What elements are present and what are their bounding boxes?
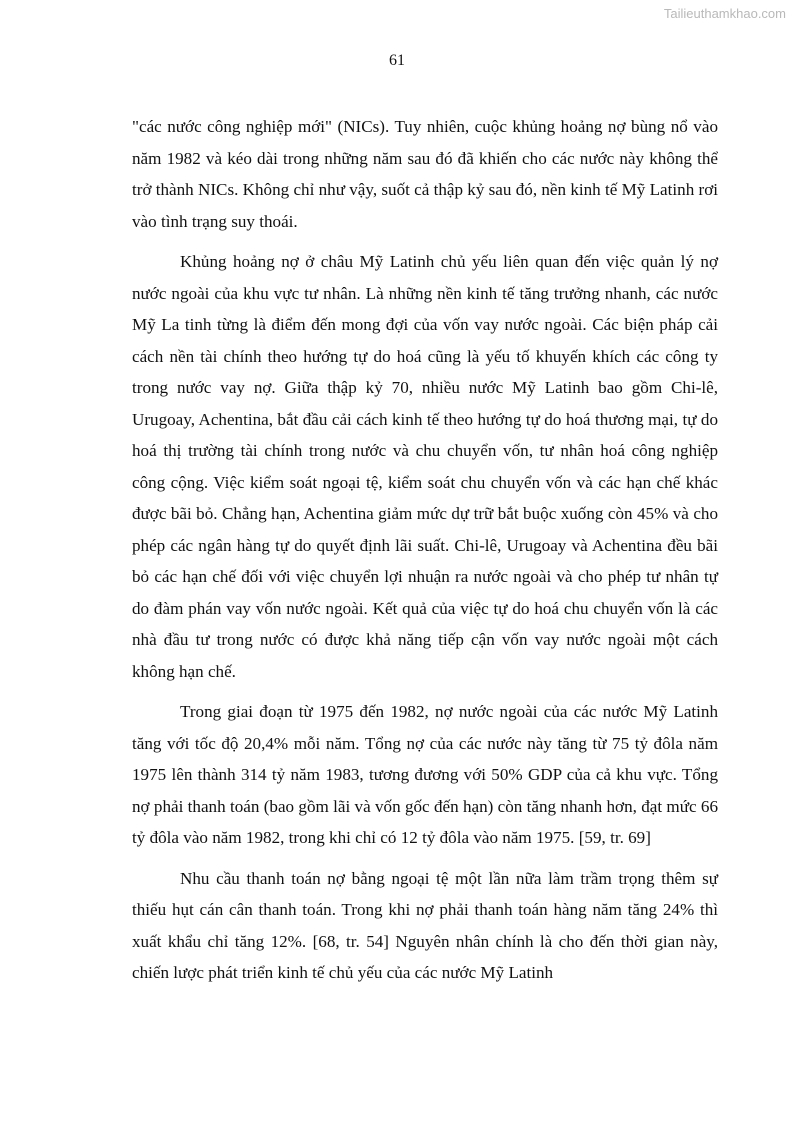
paragraph-debt-crisis: Khủng hoảng nợ ở châu Mỹ Latinh chủ yếu liên quan đến việc quản lý nợ nước ngoài của khu vực tư nhân. Là những nền kinh tế tăng trưởng nhanh, các nước Mỹ La tinh từng là điểm đến mong đợi của vốn vay nước ngoài. Các biện pháp cải cách nền tài chính theo hướng tự do hoá cũng là yếu tố khuyến khích các công ty trong nước vay nợ. Giữa thập kỷ 70, nhiều nước Mỹ Latinh bao gồm Chi-lê, Urugoay, Achentina, bắt đầu cải cách kinh tế theo hướng tự do hoá thương mại, tự do hoá thị trường tài chính trong nước và chu chuyển vốn, tư nhân hoá công nghiệp công cộng. Việc kiểm soát ngoại tệ, kiểm soát chu chuyển vốn và các hạn chế khác được bãi bỏ. Chẳng hạn, Achentina giảm mức dự trữ bắt buộc xuống còn 45% và cho phép các ngân hàng tự do quyết định lãi suất. Chi-lê, Urugoay và Achentina đều bãi bỏ các hạn chế đối với việc chuyển lợi nhuận ra nước ngoài và cho phép tư nhân tự do đàm phán vay vốn nước ngoài. Kết quả của việc tự do hoá chu chuyển vốn là các nhà đầu tư trong nước có được khả năng tiếp cận vốn vay nước ngoài một cách không hạn chế. [132, 252, 718, 681]
paragraph-continuation: "các nước công nghiệp mới" (NICs). Tuy nhiên, cuộc khủng hoảng nợ bùng nổ vào năm 1982 và kéo dài trong những năm sau đó đã khiến cho các nước này không thể trở thành NICs. Không chỉ như vậy, suốt cả thập kỷ sau đó, nền kinh tế Mỹ Latinh rơi vào tình trạng suy thoái. [132, 117, 718, 231]
watermark: Tailieuthamkhao.com [663, 6, 786, 21]
page-number: 61 [389, 52, 405, 69]
paragraph-debt-growth: Trong giai đoạn từ 1975 đến 1982, nợ nước ngoài của các nước Mỹ Latinh tăng với tốc độ 20,4% mỗi năm. Tổng nợ của các nước này tăng từ 75 tỷ đôla năm 1975 lên thành 314 tỷ năm 1983, tương đương với 50% GDP của cả khu vực. Tổng nợ phải thanh toán (bao gồm lãi và vốn gốc đến hạn) còn tăng nhanh hơn, đạt mức 66 tỷ đôla vào năm 1982, trong khi chỉ có 12 tỷ đôla vào năm 1975. [59, tr. 69] [132, 702, 718, 847]
document-body [132, 111, 718, 998]
paragraph-payment-needs: Nhu cầu thanh toán nợ bằng ngoại tệ một lần nữa làm trầm trọng thêm sự thiếu hụt cán cân thanh toán. Trong khi nợ phải thanh toán hàng năm tăng 24% thì xuất khẩu chỉ tăng 12%. [68, tr. 54] Nguyên nhân chính là cho đến thời gian này, chiến lược phát triển kinh tế chủ yếu của các nước Mỹ Latinh [132, 868, 718, 982]
